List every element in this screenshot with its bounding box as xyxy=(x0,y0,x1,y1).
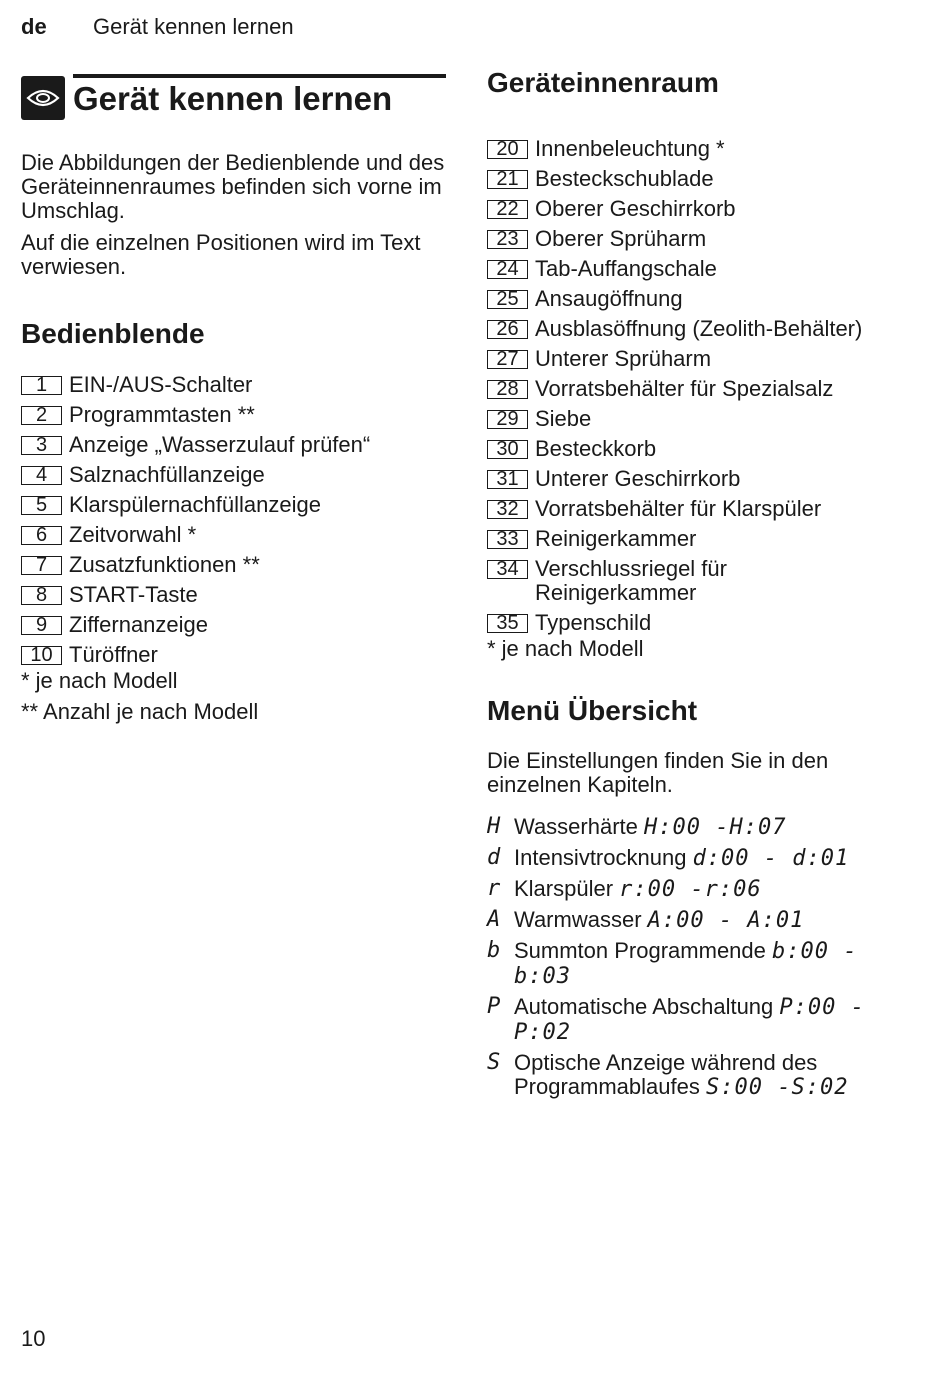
list-item xyxy=(21,643,446,667)
list-item xyxy=(21,553,446,577)
innenraum-list xyxy=(487,137,927,635)
display-code: H xyxy=(487,814,501,839)
menu-item-label: Summton Programmende xyxy=(514,938,766,963)
menu-item-label: Wasserhärte xyxy=(514,814,638,839)
position-number: 35 xyxy=(487,614,528,633)
list-item-label: Unterer Sprüharm xyxy=(535,346,712,371)
list-item xyxy=(487,437,927,461)
menu-item-label: Optische Anzeige während des Programmablaufes xyxy=(514,1050,818,1099)
list-item-label: Typenschild xyxy=(535,610,652,635)
menu-item xyxy=(487,939,927,989)
left-column xyxy=(21,74,446,724)
bedienblende-list xyxy=(21,373,446,667)
position-number: 26 xyxy=(487,320,528,339)
list-item-label: Ziffernanzeige xyxy=(69,612,209,637)
list-item-label: Türöffner xyxy=(69,642,158,667)
chapter-heading xyxy=(21,74,446,122)
list-item xyxy=(21,583,446,607)
position-number: 10 xyxy=(21,646,62,665)
position-number: 34 xyxy=(487,560,528,579)
position-number: 27 xyxy=(487,350,528,369)
list-item-label: Reinigerkammer xyxy=(535,526,697,551)
list-item xyxy=(487,317,927,341)
list-item-label: Oberer Sprüharm xyxy=(535,226,707,251)
position-number: 32 xyxy=(487,500,528,519)
menu-item xyxy=(487,877,927,902)
list-item-label: EIN-/AUS-Schalter xyxy=(69,372,253,397)
list-item-label: Klarspülernachfüllanzeige xyxy=(69,492,321,517)
menu-item xyxy=(487,908,927,933)
position-number: 21 xyxy=(487,170,528,189)
menu-item xyxy=(487,815,927,840)
position-number: 29 xyxy=(487,410,528,429)
position-number: 30 xyxy=(487,440,528,459)
display-range: H:00 -H:07 xyxy=(644,815,787,840)
list-item xyxy=(487,227,927,251)
position-number: 9 xyxy=(21,616,62,635)
position-number: 3 xyxy=(21,436,62,455)
position-number: 7 xyxy=(21,556,62,575)
list-item xyxy=(487,137,927,161)
list-item xyxy=(21,493,446,517)
list-item-label: Besteckschublade xyxy=(535,166,714,191)
list-item-label: Zeitvorwahl * xyxy=(69,522,197,547)
position-number: 8 xyxy=(21,586,62,605)
position-number: 1 xyxy=(21,376,62,395)
language-code: de xyxy=(21,14,47,39)
display-code: A xyxy=(487,907,501,932)
list-item-label: Programmtasten ** xyxy=(69,402,255,427)
display-code: d xyxy=(487,845,501,870)
menu-item-label: Klarspüler xyxy=(514,876,614,901)
list-item xyxy=(487,611,927,635)
display-code: P xyxy=(487,994,501,1019)
position-number: 4 xyxy=(21,466,62,485)
display-range: S:00 -S:02 xyxy=(706,1075,849,1100)
footnote: * je nach Modell xyxy=(21,668,178,693)
list-item xyxy=(487,167,927,191)
display-range: A:00 - A:01 xyxy=(647,908,805,933)
chapter-title: Gerät kennen lernen xyxy=(73,80,393,117)
menu-list xyxy=(487,815,927,1100)
list-item xyxy=(487,377,927,401)
footnote: * je nach Modell xyxy=(487,636,644,661)
position-number: 2 xyxy=(21,406,62,425)
list-item xyxy=(487,257,927,281)
position-number: 24 xyxy=(487,260,528,279)
menu-item xyxy=(487,995,927,1045)
list-item xyxy=(487,527,927,551)
position-number: 5 xyxy=(21,496,62,515)
section-heading-menu: Menü Übersicht xyxy=(487,695,698,726)
display-range: P:00 - P:02 xyxy=(514,995,865,1045)
list-item xyxy=(487,197,927,221)
page-number: 10 xyxy=(21,1326,46,1351)
list-item-label: Unterer Geschirrkorb xyxy=(535,466,741,491)
menu-item-label: Automatische Abschaltung xyxy=(514,994,774,1019)
list-item-label: Vorratsbehälter für Spezialsalz xyxy=(535,376,834,401)
list-item-label: Tab-Auffangschale xyxy=(535,256,717,281)
list-item xyxy=(21,523,446,547)
display-code: b xyxy=(487,938,501,963)
chapter-rule xyxy=(73,74,446,78)
footnote: ** Anzahl je nach Modell xyxy=(21,699,259,724)
list-item xyxy=(487,497,927,521)
list-item xyxy=(21,613,446,637)
header-title: Gerät kennen lernen xyxy=(93,14,294,39)
list-item-label: Siebe xyxy=(535,406,592,431)
display-range: d:00 - d:01 xyxy=(692,846,850,871)
list-item xyxy=(21,463,446,487)
list-item xyxy=(487,407,927,431)
section-heading-innenraum: Geräteinnenraum xyxy=(487,67,719,98)
position-number: 20 xyxy=(487,140,528,159)
list-item xyxy=(487,557,927,605)
list-item-label: Vorratsbehälter für Klarspüler xyxy=(535,496,822,521)
list-item xyxy=(487,467,927,491)
list-item-label: Zusatzfunktionen ** xyxy=(69,552,260,577)
list-item-label: Verschlussriegel für Reinigerkammer xyxy=(535,556,727,605)
intro-paragraph-2: Auf die einzelnen Positionen wird im Text verwiesen. xyxy=(21,230,421,279)
display-range: b:00 - b:03 xyxy=(514,939,858,989)
menu-intro: Die Einstellungen finden Sie in den einzelnen Kapiteln. xyxy=(487,748,829,797)
right-column xyxy=(487,66,927,1100)
position-number: 6 xyxy=(21,526,62,545)
position-number: 22 xyxy=(487,200,528,219)
position-number: 31 xyxy=(487,470,528,489)
section-heading-bedienblende: Bedienblende xyxy=(21,318,205,349)
list-item-label: Salznachfüllanzeige xyxy=(69,462,265,487)
list-item-label: START-Taste xyxy=(69,582,198,607)
list-item xyxy=(487,287,927,311)
position-number: 33 xyxy=(487,530,528,549)
list-item-label: Innenbeleuchtung * xyxy=(535,136,725,161)
list-item xyxy=(21,403,446,427)
list-item xyxy=(21,373,446,397)
menu-item-label: Intensivtrocknung xyxy=(514,845,687,870)
menu-item-label: Warmwasser xyxy=(514,907,642,932)
display-range: r:00 -r:06 xyxy=(619,877,762,902)
list-item xyxy=(21,433,446,457)
list-item-label: Ausblasöffnung (Zeolith-Behälter) xyxy=(535,316,863,341)
eye-icon xyxy=(21,76,65,120)
position-number: 23 xyxy=(487,230,528,249)
list-item xyxy=(487,347,927,371)
menu-item xyxy=(487,1051,927,1100)
list-item-label: Oberer Geschirrkorb xyxy=(535,196,736,221)
position-number: 25 xyxy=(487,290,528,309)
list-item-label: Anzeige „Wasserzulauf prüfen“ xyxy=(69,432,371,457)
list-item-label: Ansaugöffnung xyxy=(535,286,683,311)
list-item-label: Besteckkorb xyxy=(535,436,657,461)
position-number: 28 xyxy=(487,380,528,399)
menu-item xyxy=(487,846,927,871)
display-code: S xyxy=(487,1050,501,1075)
intro-paragraph-1: Die Abbildungen der Bedienblende und des Geräteinnenraumes befinden sich vorne im Umschlag. xyxy=(21,150,445,223)
display-code: r xyxy=(487,876,501,901)
